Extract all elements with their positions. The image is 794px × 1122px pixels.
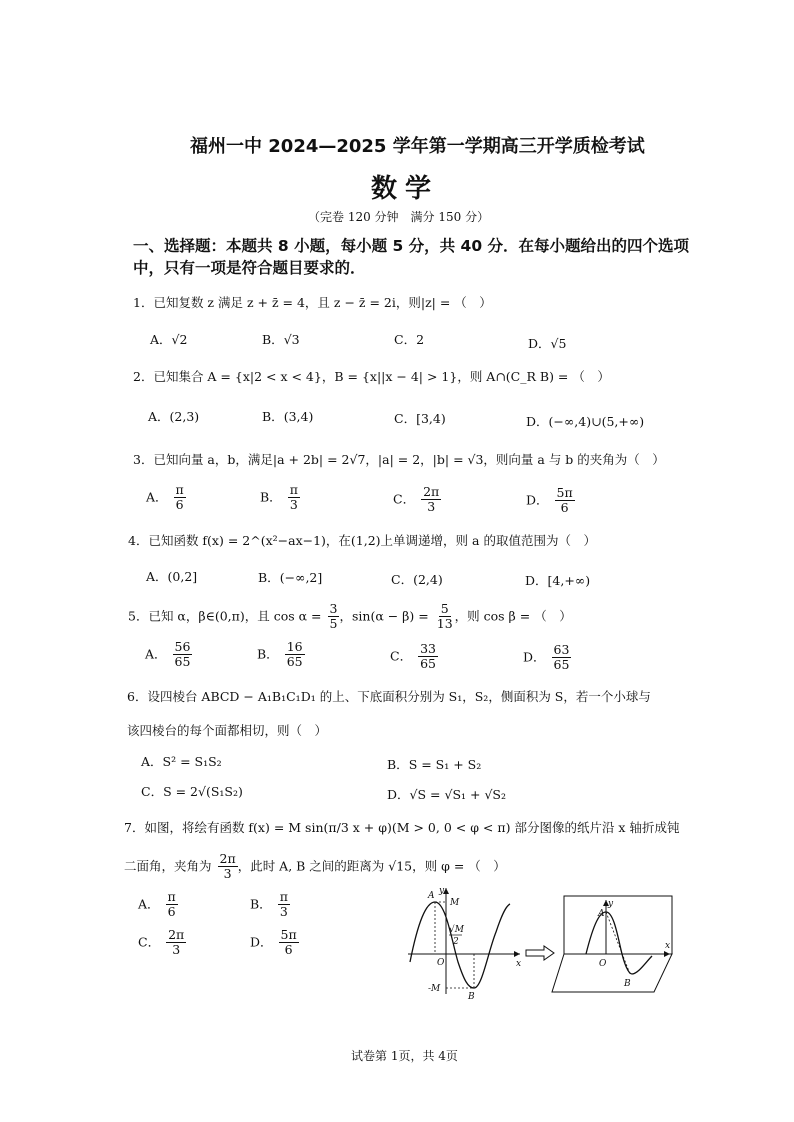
question-2-stem: 2．已知集合 A = {x|2 < x < 4}，B = {x||x − 4| > 1}，则 A∩(C_R B) = （ ）	[133, 369, 610, 384]
fig-left-b-label: B	[468, 992, 475, 1002]
fig-left-neg-m-label: -M	[428, 984, 441, 994]
fig-right-b-label: B	[624, 979, 631, 989]
q3-option-d: D． $\frac{5\pi}{6}$	[526, 485, 573, 516]
q5-option-a: A． $\frac{56}{65}$	[145, 639, 191, 670]
question-7-stem-line1: 7．如图，将绘有函数 f(x) = M sin(π/3 x + φ)(M > 0, 0 < φ < π) 部分图像的纸片沿 x 轴折成钝	[124, 820, 680, 835]
q5-option-b: B． $\frac{16}{65}$	[257, 639, 303, 670]
fold-arrow	[526, 946, 554, 960]
q2-option-d: D．(−∞,4)∪(5,+∞)	[526, 414, 645, 429]
section-heading-line2: 中，只有一项是符合题目要求的．	[133, 259, 366, 277]
q7-option-c: C． $\frac{2\pi}{3}$	[138, 927, 185, 958]
q3-option-a: A． $\frac{\pi}{6}$	[146, 482, 184, 513]
q1-option-a: A．√2	[150, 332, 188, 347]
q4-option-a: A．(0,2]	[146, 569, 198, 584]
question-6-stem-line1: 6．设四棱台 ABCD − A₁B₁C₁D₁ 的上、下底面积分别为 S₁，S₂，侧面积为 S，若一个小球与	[127, 689, 651, 704]
q7-option-d: D． $\frac{5\pi}{6}$	[250, 927, 297, 958]
exam-info: （完卷 120 分钟 满分 150 分）	[308, 210, 490, 224]
fig-left-sqrt-m-label: √M	[449, 925, 464, 935]
q7-option-b: B． $\frac{\pi}{3}$	[250, 889, 288, 920]
q4-option-b: B．(−∞,2]	[258, 570, 323, 585]
question-1-stem: 1．已知复数 z 满足 z + z̄ = 4，且 z − z̄ = 2i，则|z| = （ ）	[133, 295, 492, 310]
fig-left-a-label: A	[428, 891, 435, 901]
question-4-stem: 4．已知函数 f(x) = 2^(x²−ax−1)，在(1,2)上单调递增，则 a 的取值范围为（ ）	[128, 533, 596, 548]
q3-option-c: C． $\frac{2\pi}{3}$	[393, 484, 440, 515]
fig-left-origin-label: O	[437, 958, 445, 968]
section-heading-line1: 一、选择题：本题共 8 小题，每小题 5 分，共 40 分．在每小题给出的四个选项	[133, 237, 690, 255]
q7-figure	[402, 882, 684, 1002]
page-footer: 试卷第 1页，共 4页	[351, 1049, 458, 1063]
q6-option-b: B．S = S₁ + S₂	[387, 757, 482, 772]
q6-option-c: C．S = 2√(S₁S₂)	[141, 784, 243, 799]
fig-right-a-label: A	[598, 909, 605, 919]
question-5-stem: 5．已知 α，β∈(0,π)，且 cos α = $\frac{3}{5}$ ，sin(α − β) = $\frac{5}{13}$ ，则 cos β = （ ）	[128, 601, 572, 632]
q2-option-a: A．(2,3)	[148, 409, 200, 424]
q1-option-d: D．√5	[528, 336, 567, 351]
fig-right-y-label: y	[608, 899, 614, 909]
q3-option-b: B． $\frac{\pi}{3}$	[260, 482, 298, 513]
figure-right-fold	[552, 896, 672, 992]
fig-left-m-label: M	[450, 898, 460, 908]
question-3-stem: 3．已知向量 a，b，满足|a + 2b| = 2√7，|a| = 2，|b| = √3，则向量 a 与 b 的夹角为（ ）	[133, 452, 665, 467]
figure-left-graph	[408, 886, 521, 1002]
q5-option-d: D． $\frac{63}{65}$	[523, 642, 570, 673]
fig-left-half-label: 2	[453, 937, 459, 947]
q5-option-c: C． $\frac{33}{65}$	[390, 641, 436, 672]
q1-option-b: B．√3	[262, 332, 300, 347]
q4-option-d: D．[4,+∞)	[525, 573, 591, 588]
q1-option-c: C．2	[394, 332, 425, 347]
question-6-stem-line2: 该四棱台的每个面都相切，则（ ）	[127, 723, 328, 738]
fig-right-x-label: x	[665, 941, 671, 951]
fig-right-origin-label: O	[599, 959, 607, 969]
exam-title: 福州一中 2024—2025 学年第一学期高三开学质检考试	[190, 136, 645, 157]
question-7-stem-line2: 二面角，夹角为 $\frac{2\pi}{3}$ ，此时 A, B 之间的距离为 √15，则 φ = （ ）	[124, 851, 506, 882]
fig-left-y-label: y	[439, 886, 445, 896]
q4-option-c: C．(2,4)	[391, 572, 443, 587]
q7-option-a: A． $\frac{\pi}{6}$	[138, 889, 176, 920]
q2-option-b: B．(3,4)	[262, 409, 314, 424]
q6-option-a: A．S² = S₁S₂	[141, 754, 222, 769]
q2-option-c: C．[3,4)	[394, 411, 446, 426]
subject-title: 数学	[371, 174, 440, 204]
fig-left-x-label: x	[516, 959, 522, 969]
q6-option-d: D．√S = √S₁ + √S₂	[387, 787, 506, 802]
